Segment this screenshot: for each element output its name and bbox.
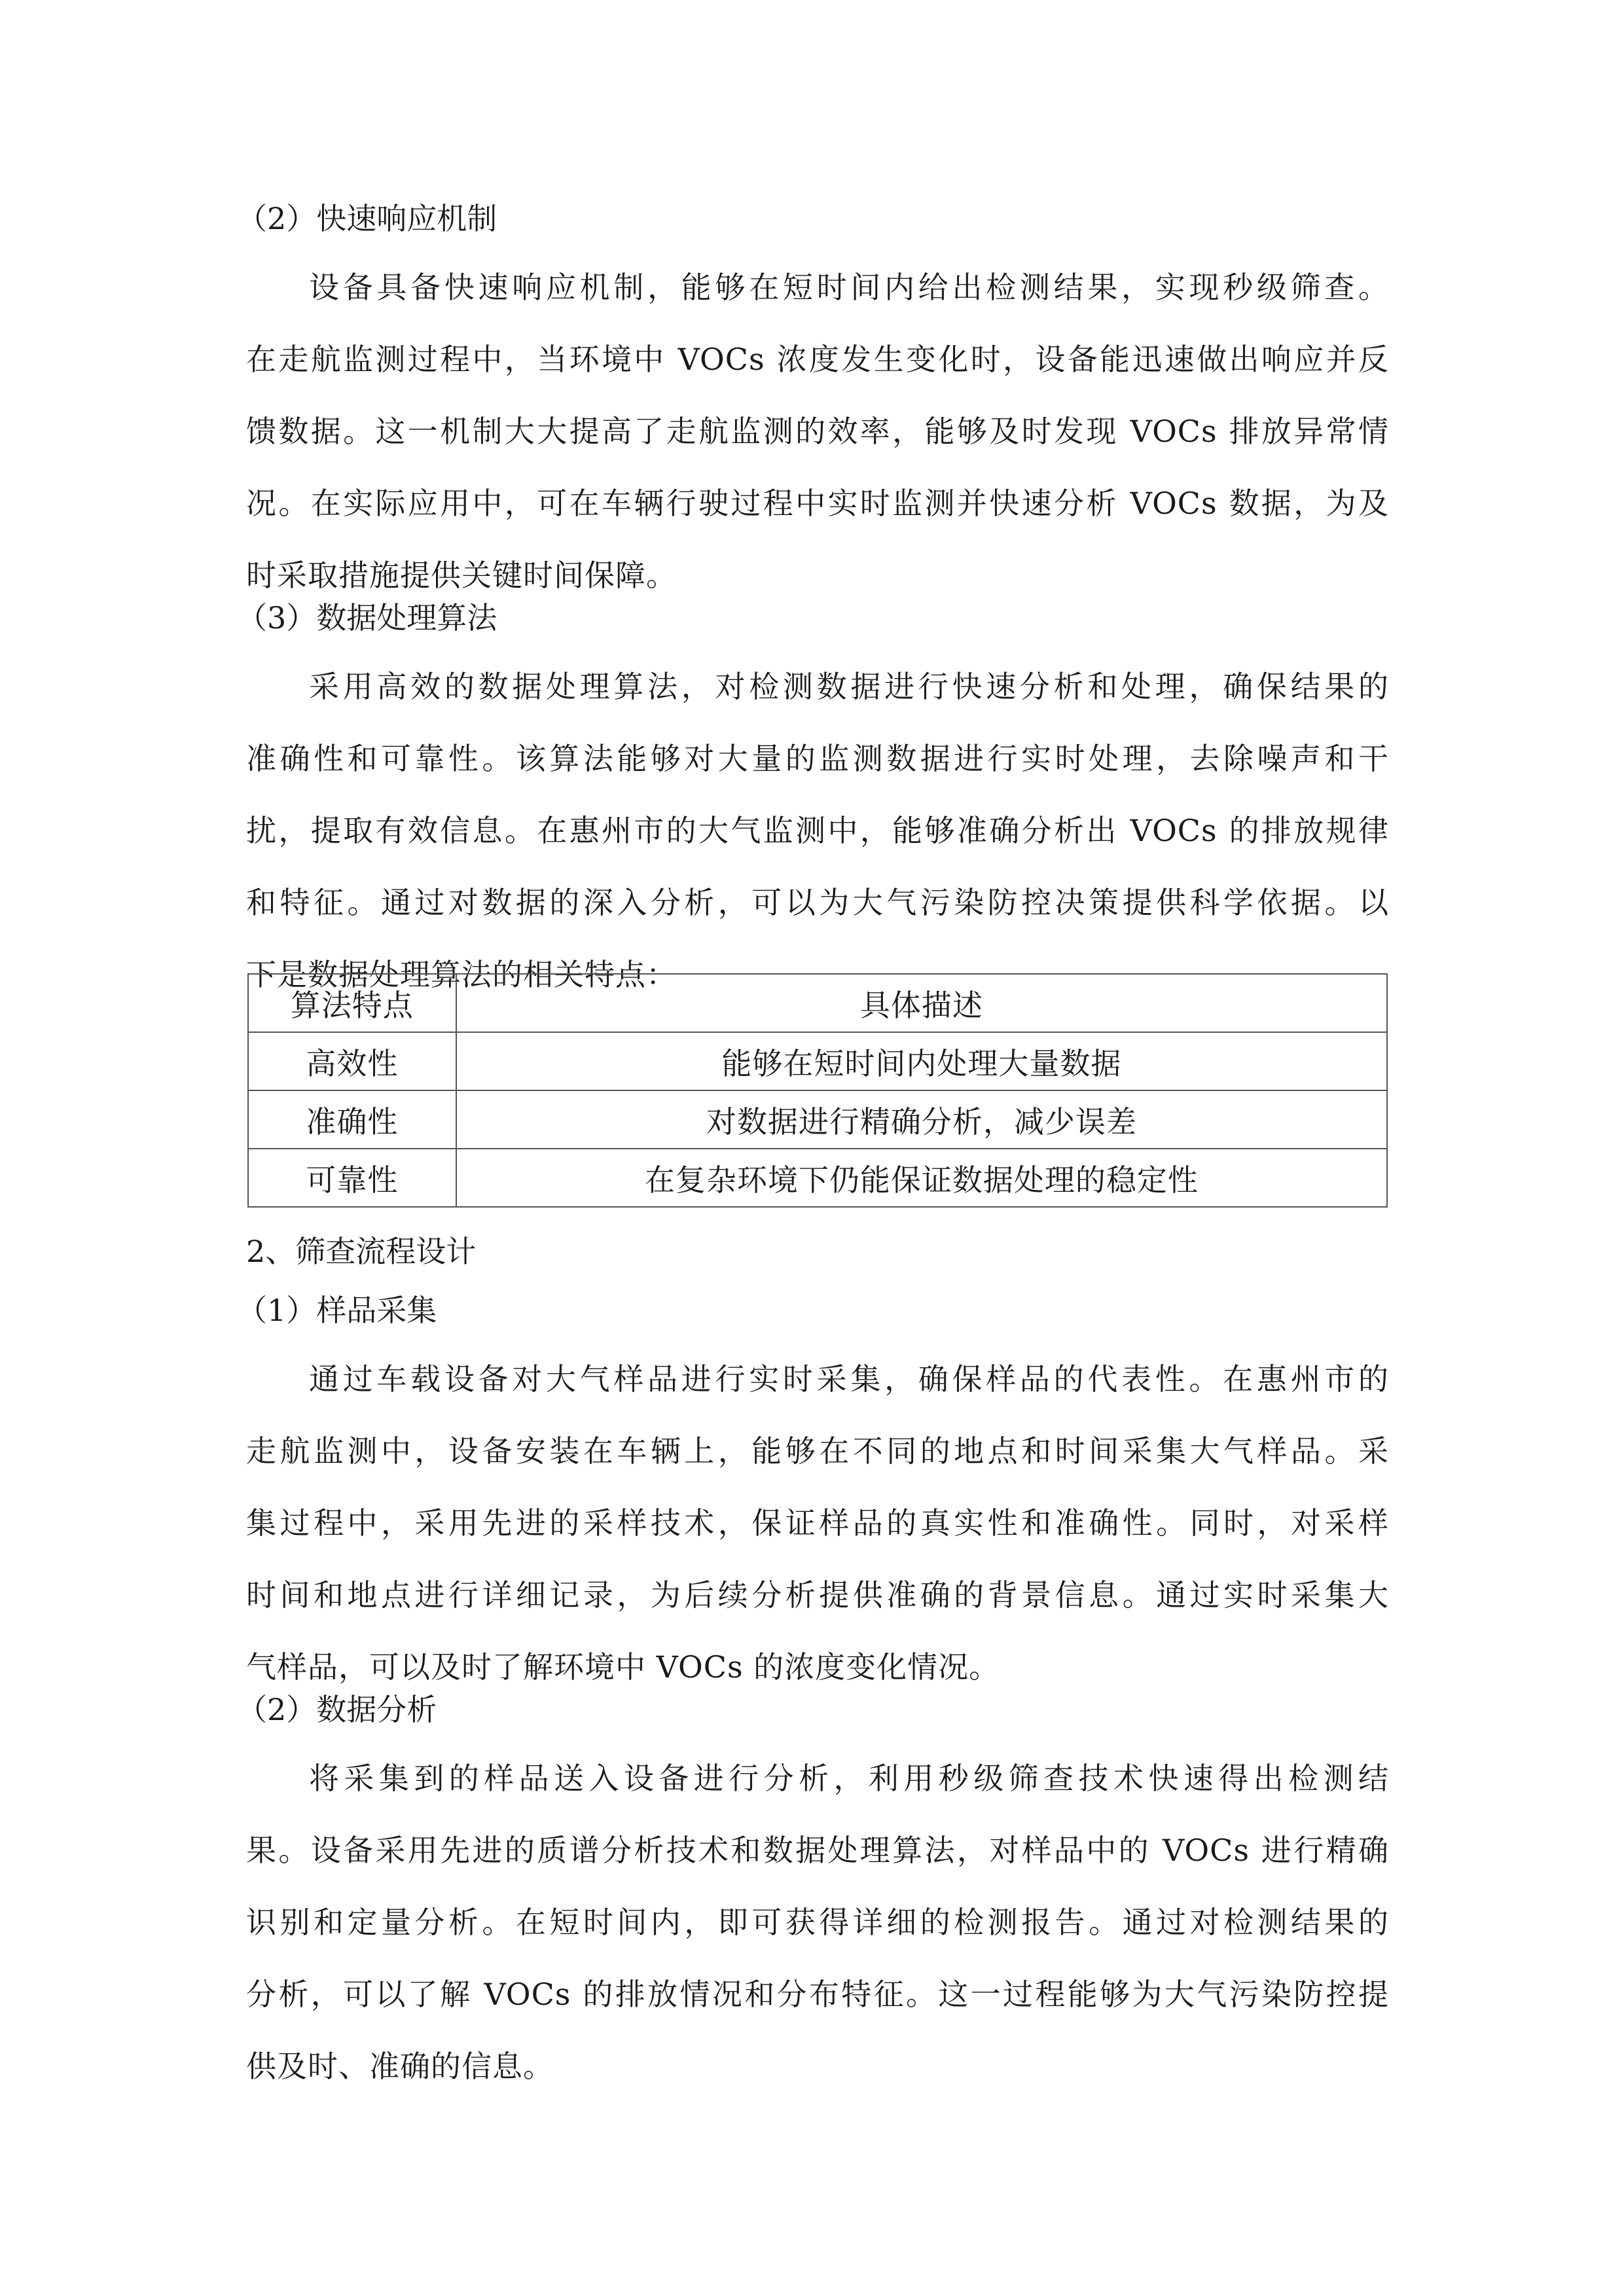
paragraph-line: 集过程中，采用先进的采样技术，保证样品的真实性和准确性。同时，对采样: [246, 1505, 1389, 1541]
paragraph-line: 时间和地点进行详细记录，为后续分析提供准确的背景信息。通过实时采集大: [246, 1577, 1389, 1613]
paragraph-line: 走航监测中，设备安装在车辆上，能够在不同的地点和时间采集大气样品。采: [246, 1433, 1389, 1469]
paragraph-line: 供及时、准确的信息。: [246, 2049, 554, 2084]
paragraph-line: 将采集到的样品送入设备进行分析，利用秒级筛查技术快速得出检测结: [309, 1761, 1389, 1796]
paragraph-line: 采用高效的数据处理算法，对检测数据进行快速分析和处理，确保结果的: [309, 669, 1389, 704]
section-heading-data-analysis: （2）数据分析: [237, 1692, 437, 1727]
paragraph-line: 在走航监测过程中，当环境中 VOCs 浓度发生变化时，设备能迅速做出响应并反: [246, 342, 1389, 377]
paragraph-line: 况。在实际应用中，可在车辆行驶过程中实时监测并快速分析 VOCs 数据，为及: [246, 486, 1389, 521]
section-heading-fast-response: （2）快速响应机制: [237, 201, 497, 236]
section-heading-sample-collection: （1）样品采集: [237, 1293, 437, 1328]
table-header-feature: 算法特点: [248, 974, 456, 1032]
paragraph-line: 设备具备快速响应机制，能够在短时间内给出检测结果，实现秒级筛查。: [309, 270, 1389, 305]
section-heading-data-algorithm: （3）数据处理算法: [237, 600, 497, 636]
paragraph-line: 馈数据。这一机制大大提高了走航监测的效率，能够及时发现 VOCs 排放异常情: [246, 414, 1389, 449]
table-header-description: 具体描述: [456, 974, 1387, 1032]
table-row: [248, 1090, 1387, 1149]
paragraph-line: 通过车载设备对大气样品进行实时采集，确保样品的代表性。在惠州市的: [309, 1361, 1389, 1397]
algorithm-features-table: [247, 973, 1388, 1208]
paragraph-line: 扰，提取有效信息。在惠州市的大气监测中，能够准确分析出 VOCs 的排放规律: [246, 813, 1389, 848]
table-cell-feature: 准确性: [248, 1090, 456, 1149]
paragraph-line: 气样品，可以及时了解环境中 VOCs 的浓度变化情况。: [246, 1649, 1000, 1685]
table-header-row: [248, 974, 1387, 1032]
paragraph-fast-response: [246, 251, 1389, 611]
paragraph-sample-collection: [246, 1343, 1389, 1703]
table-row: [248, 1032, 1387, 1090]
paragraph-data-analysis: [246, 1742, 1389, 2102]
paragraph-data-algorithm: [246, 651, 1389, 1011]
paragraph-line: 准确性和可靠性。该算法能够对大量的监测数据进行实时处理，去除噪声和干: [246, 741, 1389, 776]
table-row: [248, 1149, 1387, 1207]
paragraph-line: 分析，可以了解 VOCs 的排放情况和分布特征。这一过程能够为大气污染防控提: [246, 1977, 1389, 2012]
paragraph-line: 果。设备采用先进的质谱分析技术和数据处理算法，对样品中的 VOCs 进行精确: [246, 1833, 1389, 1868]
paragraph-line: 下是数据处理算法的相关特点：: [246, 957, 677, 992]
paragraph-line: 和特征。通过对数据的深入分析，可以为大气污染防控决策提供科学依据。以: [246, 885, 1389, 920]
section-heading-screening-process: 2、筛查流程设计: [246, 1234, 477, 1269]
table-cell-description: 对数据进行精确分析，减少误差: [456, 1090, 1387, 1149]
table-cell-description: 在复杂环境下仍能保证数据处理的稳定性: [456, 1149, 1387, 1207]
table-cell-feature: 可靠性: [248, 1149, 456, 1207]
paragraph-line: 识别和定量分析。在短时间内，即可获得详细的检测报告。通过对检测结果的: [246, 1905, 1389, 1940]
table-cell-feature: 高效性: [248, 1032, 456, 1090]
table-cell-description: 能够在短时间内处理大量数据: [456, 1032, 1387, 1090]
paragraph-line: 时采取措施提供关键时间保障。: [246, 558, 677, 593]
